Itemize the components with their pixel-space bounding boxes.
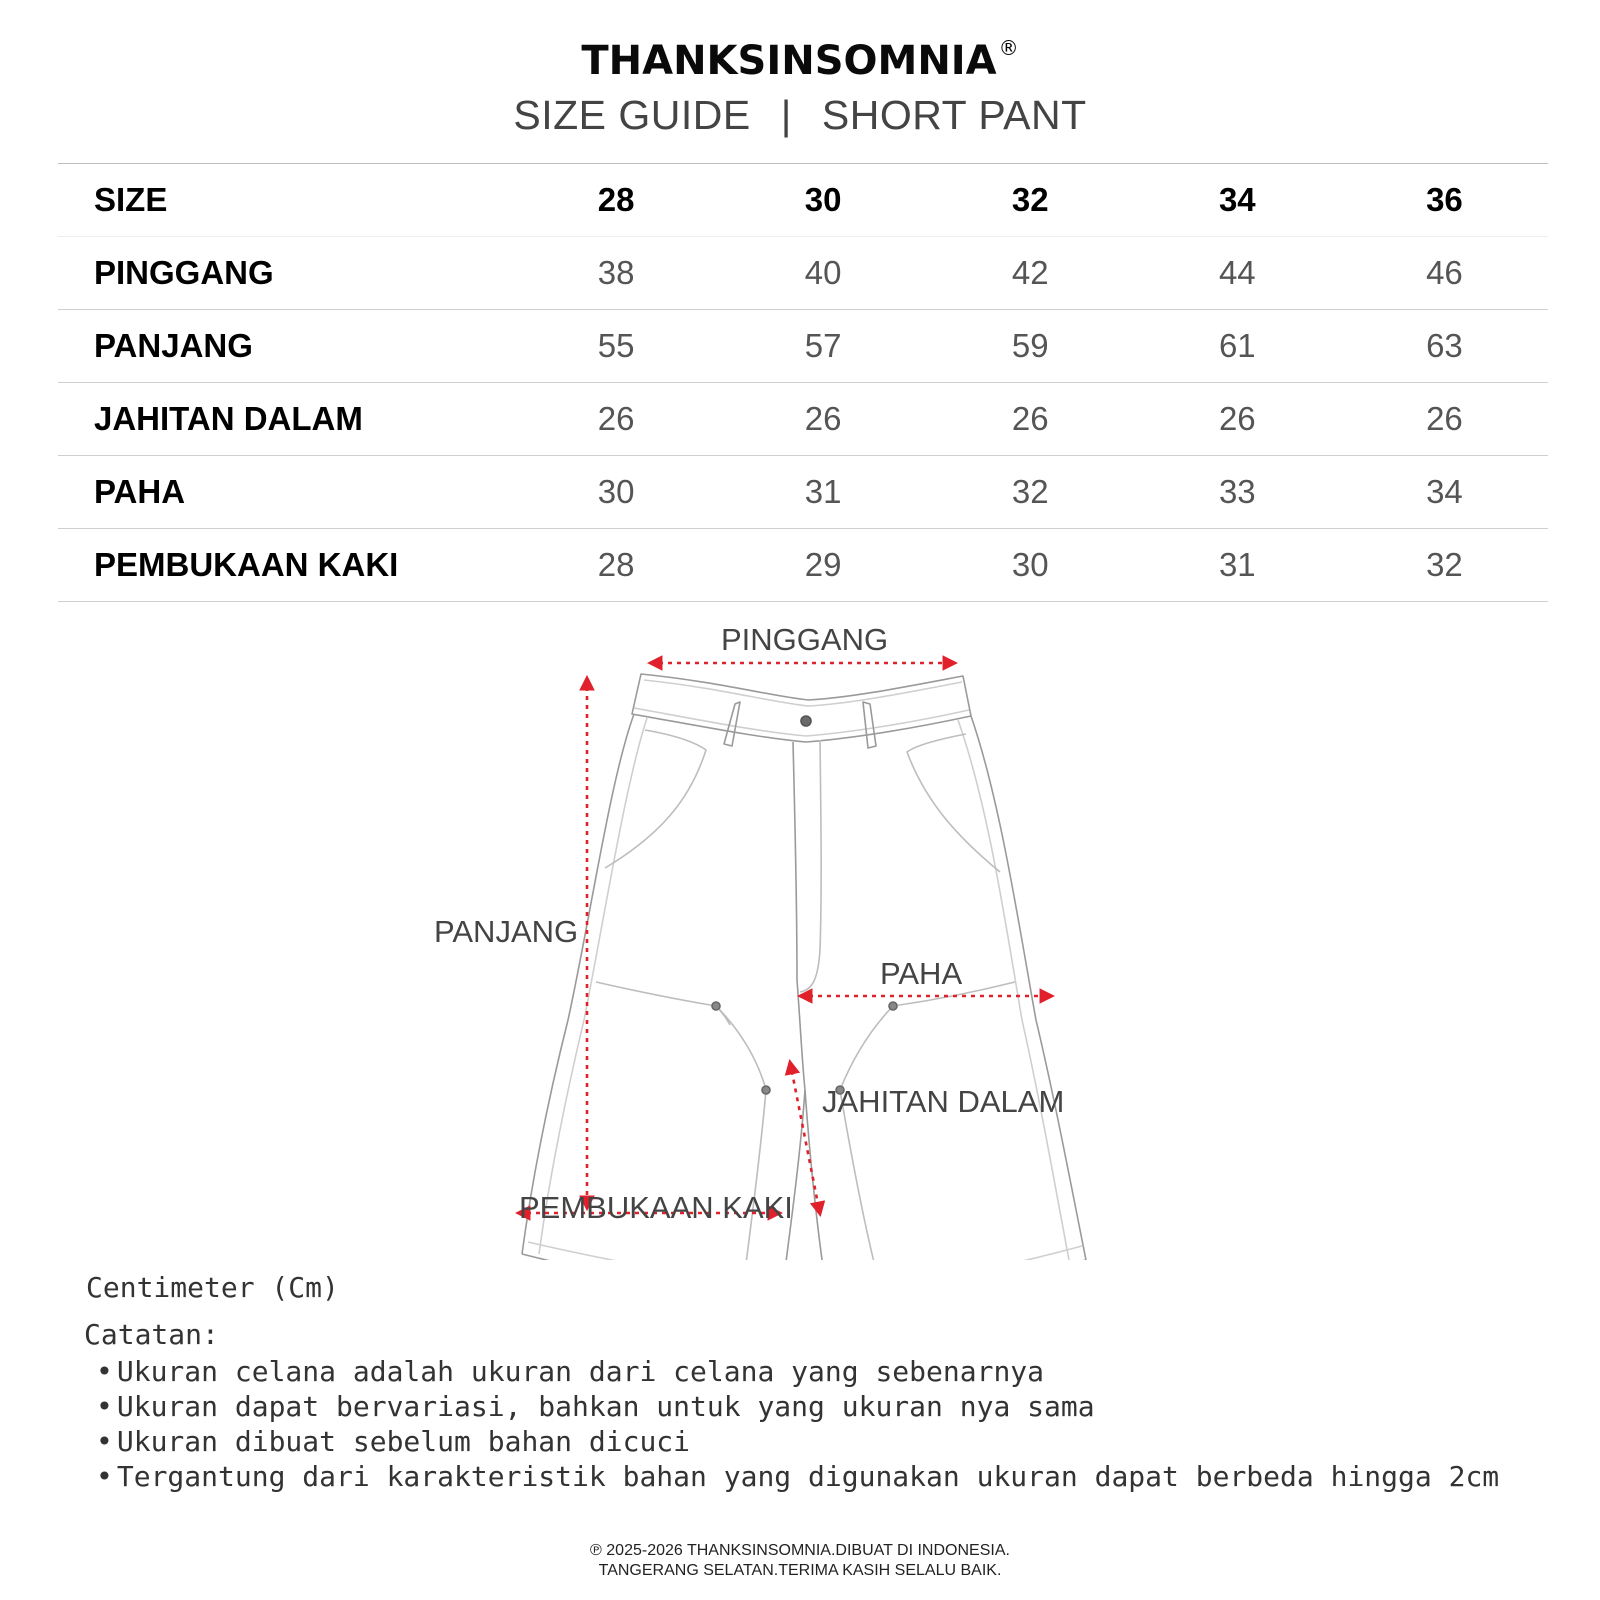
table-cell: 61 [1218,327,1256,364]
row-label: PAHA [94,473,186,510]
registered-mark: ® [998,36,1019,60]
short-pant-illustration [0,620,1600,1260]
subtitle-separator: | [780,92,792,138]
diagram-label-panjang: PANJANG [434,914,579,949]
table-cell: 38 [597,254,635,291]
diagram-label-pembukaan-kaki: PEMBUKAAN KAKI [519,1190,793,1225]
table-cell: 26 [804,400,842,437]
table-cell: 29 [804,546,842,583]
table-cell: 28 [597,546,635,583]
notes-title: Catatan: [84,1318,219,1351]
measurement-arrows [518,663,1052,1214]
footer [0,1541,1600,1581]
table-row-paha [58,456,1548,529]
table-cell: 31 [1218,546,1256,583]
row-label: PANJANG [94,327,253,364]
table-header-row [58,164,1548,237]
list-item: • Ukuran dapat bervariasi, bahkan untuk yang ukuran nya sama [96,1389,1499,1424]
table-cell: 40 [804,254,842,291]
table-cell: 31 [804,473,842,510]
table-cell: 26 [597,400,635,437]
diagram-label-pinggang: PINGGANG [721,622,889,657]
table-row-pembukaan-kaki [58,529,1548,602]
table-cell: 30 [1011,546,1049,583]
header-size-34: 34 [1218,181,1256,218]
row-label: PINGGANG [94,254,274,291]
table-row-panjang [58,310,1548,383]
table-cell: 57 [804,327,842,364]
diagram-label-jahitan-dalam: JAHITAN DALAM [822,1084,1065,1119]
header-size-28: 28 [597,181,635,218]
unit-label: Centimeter (Cm) [86,1271,339,1304]
table-cell: 26 [1011,400,1049,437]
table-cell: 59 [1011,327,1049,364]
table-cell: 26 [1426,400,1463,437]
size-table [58,163,1548,602]
page-subtitle [0,92,1600,139]
pant-outline [522,674,1086,1260]
table-cell: 63 [1426,327,1463,364]
table-cell: 26 [1218,400,1256,437]
row-label: PEMBUKAAN KAKI [94,546,399,583]
row-label: JAHITAN DALAM [94,400,363,437]
header-size-30: 30 [804,181,842,218]
header-size-32: 32 [1011,181,1049,218]
header-size-36: 36 [1426,181,1463,218]
list-item: • Ukuran dibuat sebelum bahan dicuci [96,1424,1499,1459]
list-item: • Ukuran celana adalah ukuran dari celana yang sebenarnya [96,1354,1499,1389]
table-cell: 44 [1218,254,1256,291]
footer-line-2: TANGERANG SELATAN.TERIMA KASIH SELALU BAIK. [598,1562,1002,1579]
subtitle-product-type: SHORT PANT [821,92,1087,138]
table-cell: 30 [597,473,635,510]
diagram-label-paha: PAHA [880,956,963,991]
header-label: SIZE [94,181,168,218]
table-cell: 34 [1426,473,1463,510]
brand-name: THANKSINSOMNIA [581,38,997,84]
table-row-jahitan-dalam [58,383,1548,456]
footer-line-1: ℗ 2025-2026 THANKSINSOMNIA.DIBUAT DI INDONESIA. [590,1542,1010,1559]
measurement-diagram [0,620,1600,1260]
table-cell: 33 [1218,473,1256,510]
list-item: • Tergantung dari karakteristik bahan yang digunakan ukuran dapat berbeda hingga 2cm [96,1459,1499,1494]
brand-logo [0,38,1600,84]
table-row-pinggang [58,237,1548,310]
subtitle-size-guide: SIZE GUIDE [513,92,751,138]
table-cell: 46 [1426,254,1463,291]
table-cell: 32 [1011,473,1049,510]
table-cell: 32 [1426,546,1463,583]
notes-list [96,1354,1499,1494]
table-cell: 42 [1011,254,1049,291]
table-cell: 55 [597,327,635,364]
